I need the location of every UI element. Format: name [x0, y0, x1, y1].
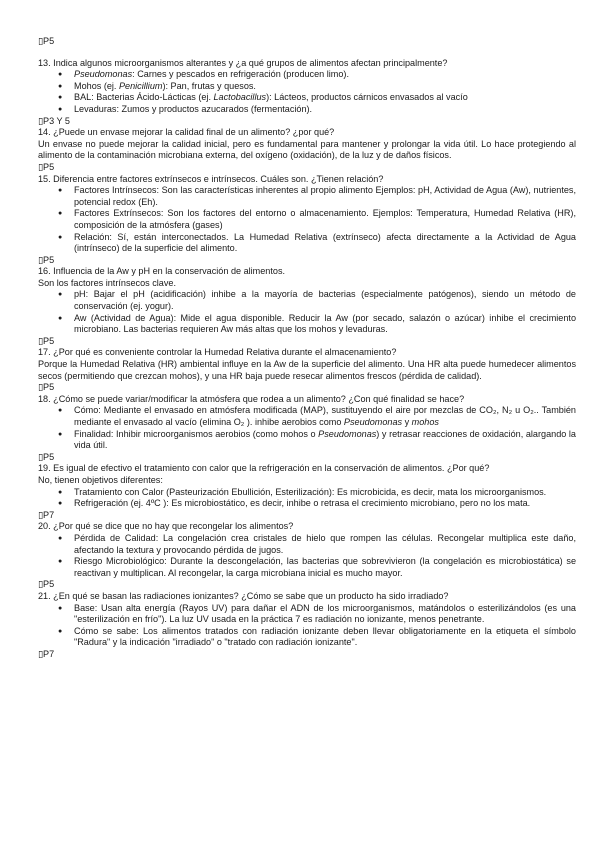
list-item: ● Pérdida de Calidad: La congelación crea cristales de hielo que rompen las células. Recongelar multiplica este daño, afectando la textura y provocando pérdida de jugos. — [38, 533, 576, 556]
section-tag: ▯P3 Y 5 — [38, 115, 70, 126]
answer-paragraph: Un envase no puede mejorar la calidad inicial, pero es fundamental para mantener y prolongar la vida útil. Lo hace protegiendo al alimento de la contaminación microbiana externa, del oxígeno (oxidación), de la luz y de daños físicos. — [38, 138, 576, 161]
bullet-list — [38, 185, 576, 255]
list-item: ● Factores Extrínsecos: Son los factores del entorno o almacenamiento. Ejemplos: Temperatura, Humedad Relativa (HR), composición de la atmósfera (gases) — [38, 208, 576, 231]
section-tag: ▯P7 — [38, 648, 55, 659]
list-item: ● Base: Usan alta energía (Rayos UV) para dañar el ADN de los microorganismos, matándolos o esterilizándolos (es una "esterilización en frío"). La luz UV usada en la práctica 7 es radiación no ionizante, menos penetrante. — [38, 603, 576, 626]
section-tag: ▯P5 — [38, 254, 55, 265]
list-item: ● Tratamiento con Calor (Pasteurización Ebullición, Esterilización): Es microbicida, es decir, mata los microorganismos. — [38, 487, 576, 499]
list-item: ● Cómo: Mediante el envasado en atmósfera modificada (MAP), sustituyendo el aire por mezclas de CO₂, N₂ u O₂.. También mediante el envasado al vacío (elimina O₂ ). inhibe aerobios como Pseudomonas y mohos — [38, 405, 576, 428]
question-heading: 19. Es igual de efectivo el tratamiento con calor que la refrigeración en la conservación de alimentos. ¿Por qué? — [38, 463, 490, 474]
list-item: ● BAL: Bacterias Ácido-Lácticas (ej. Lactobacillus): Lácteos, productos cárnicos envasados al vacío — [38, 92, 576, 104]
list-item: ● pH: Bajar el pH (acidificación) inhibe a la mayoría de bacterias (especialmente patógenos), siendo un método de conservación (ej. yogur). — [38, 289, 576, 312]
answer-paragraph: Son los factores intrínsecos clave. — [38, 277, 176, 288]
list-item: ● Levaduras: Zumos y productos azucarados (fermentación). — [38, 104, 576, 116]
section-tag: ▯P5 — [38, 451, 55, 462]
section-tag: ▯P5 — [38, 382, 55, 393]
question-heading: 16. Influencia de la Aw y pH en la conservación de alimentos. — [38, 266, 286, 277]
section-tag: ▯P7 — [38, 509, 55, 520]
question-heading: 20. ¿Por qué se dice que no hay que recongelar los alimentos? — [38, 521, 294, 532]
question-heading: 18. ¿Cómo se puede variar/modificar la atmósfera que rodea a un alimento? ¿Con qué finalidad se hace? — [38, 393, 465, 404]
bullet-list — [38, 405, 576, 451]
list-item: ● Riesgo Microbiológico: Durante la descongelación, las bacterias que sobrevivieron (la congelación es microbiostática) se reactivan y multiplican. Al recongelar, la carga microbiana inicial es mucho mayor. — [38, 556, 576, 579]
bullet-list — [38, 533, 576, 579]
list-item: ● Refrigeración (ej. 4ºC ): Es microbiostático, es decir, inhibe o retrasa el crecimiento microbiano, pero no los mata. — [38, 498, 576, 510]
bullet-list — [38, 289, 576, 335]
list-item: ● Pseudomonas: Carnes y pescados en refrigeración (producen limo). — [38, 69, 576, 81]
list-item: ● Finalidad: Inhibir microorganismos aerobios (como mohos o Pseudomonas) y retrasar reacciones de oxidación, alargando la vida útil. — [38, 429, 576, 452]
bullet-list — [38, 487, 576, 510]
list-item: ● Factores Intrínsecos: Son las características inherentes al propio alimento Ejemplos: pH, Actividad de Agua (Aw), nutrientes, potencial redox (Eh). — [38, 185, 576, 208]
answer-paragraph: No, tienen objetivos diferentes: — [38, 474, 163, 485]
question-heading: 21. ¿En qué se basan las radiaciones ionizantes? ¿Cómo se sabe que un producto ha sido irradiado? — [38, 590, 449, 601]
list-item: ● Aw (Actividad de Agua): Mide el agua disponible. Reducir la Aw (por secado, salazón o azúcar) inhibe el crecimiento microbiano. Las bacterias requieren Aw más altas que los mohos y levaduras. — [38, 313, 576, 336]
section-tag: ▯P5 — [38, 579, 55, 590]
question-heading: 13. Indica algunos microorganismos alterantes y ¿a qué grupos de alimentos afectan principalmente? — [38, 57, 448, 68]
bullet-list — [38, 69, 576, 115]
list-item: ● Relación: Sí, están interconectados. La Humedad Relativa (extrínseco) afecta directamente a la Actividad de Agua (intrínseco) de la superficie del alimento. — [38, 232, 576, 255]
list-item: ● Mohos (ej. Penicillium): Pan, frutas y quesos. — [38, 81, 576, 93]
section-tag: ▯P5 — [38, 161, 55, 172]
section-tag: ▯P5 — [38, 335, 55, 346]
question-heading: 14. ¿Puede un envase mejorar la calidad final de un alimento? ¿por qué? — [38, 127, 335, 138]
list-item: ● Cómo se sabe: Los alimentos tratados con radiación ionizante deben llevar obligatoriamente en la etiqueta el símbolo "Radura" y la indicación "irradiado" o "tratado con radiación ionizante". — [38, 626, 576, 649]
answer-paragraph: Porque la Humedad Relativa (HR) ambiental influye en la Aw de la superficie del alimento. Una HR alta puede humedecer alimentos secos (permitiendo que crezcan mohos), y una HR baja puede resecar alimentos frescos (pérdida de calidad). — [38, 359, 576, 381]
question-heading: 15. Diferencia entre factores extrínsecos e intrínsecos. Cuáles son. ¿Tienen relación? — [38, 173, 384, 184]
bullet-list — [38, 603, 576, 649]
section-tag: ▯P5 — [38, 36, 55, 46]
question-heading: 17. ¿Por qué es conveniente controlar la Humedad Relativa durante el almacenamiento? — [38, 347, 397, 358]
